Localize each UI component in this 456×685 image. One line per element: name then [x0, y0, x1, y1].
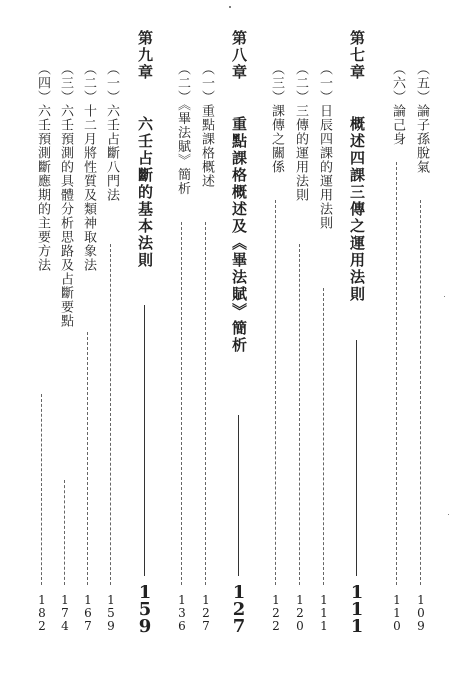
- leader-dots: [110, 244, 111, 585]
- chapter-label: 第七章: [348, 30, 366, 81]
- page-number: 1 1 0: [393, 593, 401, 633]
- leader-dots: [323, 288, 324, 585]
- toc-entry-label: （一）日辰四課的運用法則: [317, 62, 332, 230]
- chapter-label: 第八章: [230, 30, 248, 81]
- leader-dots: [420, 200, 421, 585]
- toc-entry: [289, 0, 311, 685]
- page-number: 1 2 0: [296, 593, 304, 633]
- leader-dots: [299, 244, 300, 585]
- toc-entry: [54, 0, 76, 685]
- chapter-heading: [346, 0, 368, 685]
- chapter-heading: [228, 0, 250, 685]
- leader-dots: [275, 200, 276, 585]
- toc-entry: [77, 0, 99, 685]
- chapter-title: 概述四課三傳之運用法則: [348, 116, 366, 303]
- scan-speck: [448, 514, 449, 515]
- leader-dots: [181, 222, 182, 585]
- leader-dots: [64, 480, 65, 585]
- toc-entry-label: （四）六壬預測斷應期的主要方法: [35, 62, 50, 272]
- page-number: 1 2 7: [202, 593, 210, 633]
- toc-entry: [265, 0, 287, 685]
- toc-entry-label: （五）論子孫脫氣: [414, 62, 429, 174]
- leader-line: [356, 340, 357, 576]
- toc-entry: [171, 0, 193, 685]
- toc-entry: [195, 0, 217, 685]
- scan-speck: [444, 296, 445, 297]
- toc-entry-label: （二）十二月將性質及類神取象法: [81, 62, 96, 272]
- toc-entry: [31, 0, 53, 685]
- toc-entry-label: （一）重點課格概述: [199, 62, 214, 188]
- page-number: 1 5 9: [138, 582, 152, 637]
- leader-dots: [41, 394, 42, 585]
- page-number: 1 6 7: [84, 593, 92, 633]
- page-number: 1 1 1: [320, 593, 328, 633]
- toc-entry: [100, 0, 122, 685]
- chapter-title: 重點課格概述及《畢法賦》簡析: [230, 116, 248, 354]
- toc-entry-label: （二）三傳的運用法則: [293, 62, 308, 202]
- page-number: 1 7 4: [61, 593, 69, 633]
- toc-entry-label: （一）六壬占斷八門法: [104, 62, 119, 202]
- toc-entry: [313, 0, 335, 685]
- leader-dots: [205, 222, 206, 585]
- toc-entry: [386, 0, 408, 685]
- page-number: 1 3 6: [178, 593, 186, 633]
- toc-entry-label: （三）六壬預測的具體分析思路及占斷要點: [58, 62, 73, 328]
- toc-entry: [410, 0, 432, 685]
- leader-line: [144, 305, 145, 576]
- page-number: 1 5 9: [107, 593, 115, 633]
- toc-entry-label: （三）課傳之關係: [269, 62, 284, 174]
- leader-dots: [396, 162, 397, 585]
- chapter-heading: [134, 0, 156, 685]
- page-number: 1 2 2: [272, 593, 280, 633]
- chapter-title: 六壬占斷的基本法則: [136, 116, 154, 269]
- scan-speck: [229, 6, 231, 8]
- page-number: 1 1 1: [350, 582, 364, 637]
- leader-dots: [87, 332, 88, 585]
- toc-entry-label: （六）論己身: [390, 62, 405, 146]
- page-number: 1 0 9: [417, 593, 425, 633]
- page-number: 1 8 2: [38, 593, 46, 633]
- toc-entry-label: （二）《畢法賦》簡析: [175, 62, 190, 196]
- chapter-label: 第九章: [136, 30, 154, 81]
- page-number: 1 2 7: [232, 582, 246, 637]
- leader-line: [238, 415, 239, 576]
